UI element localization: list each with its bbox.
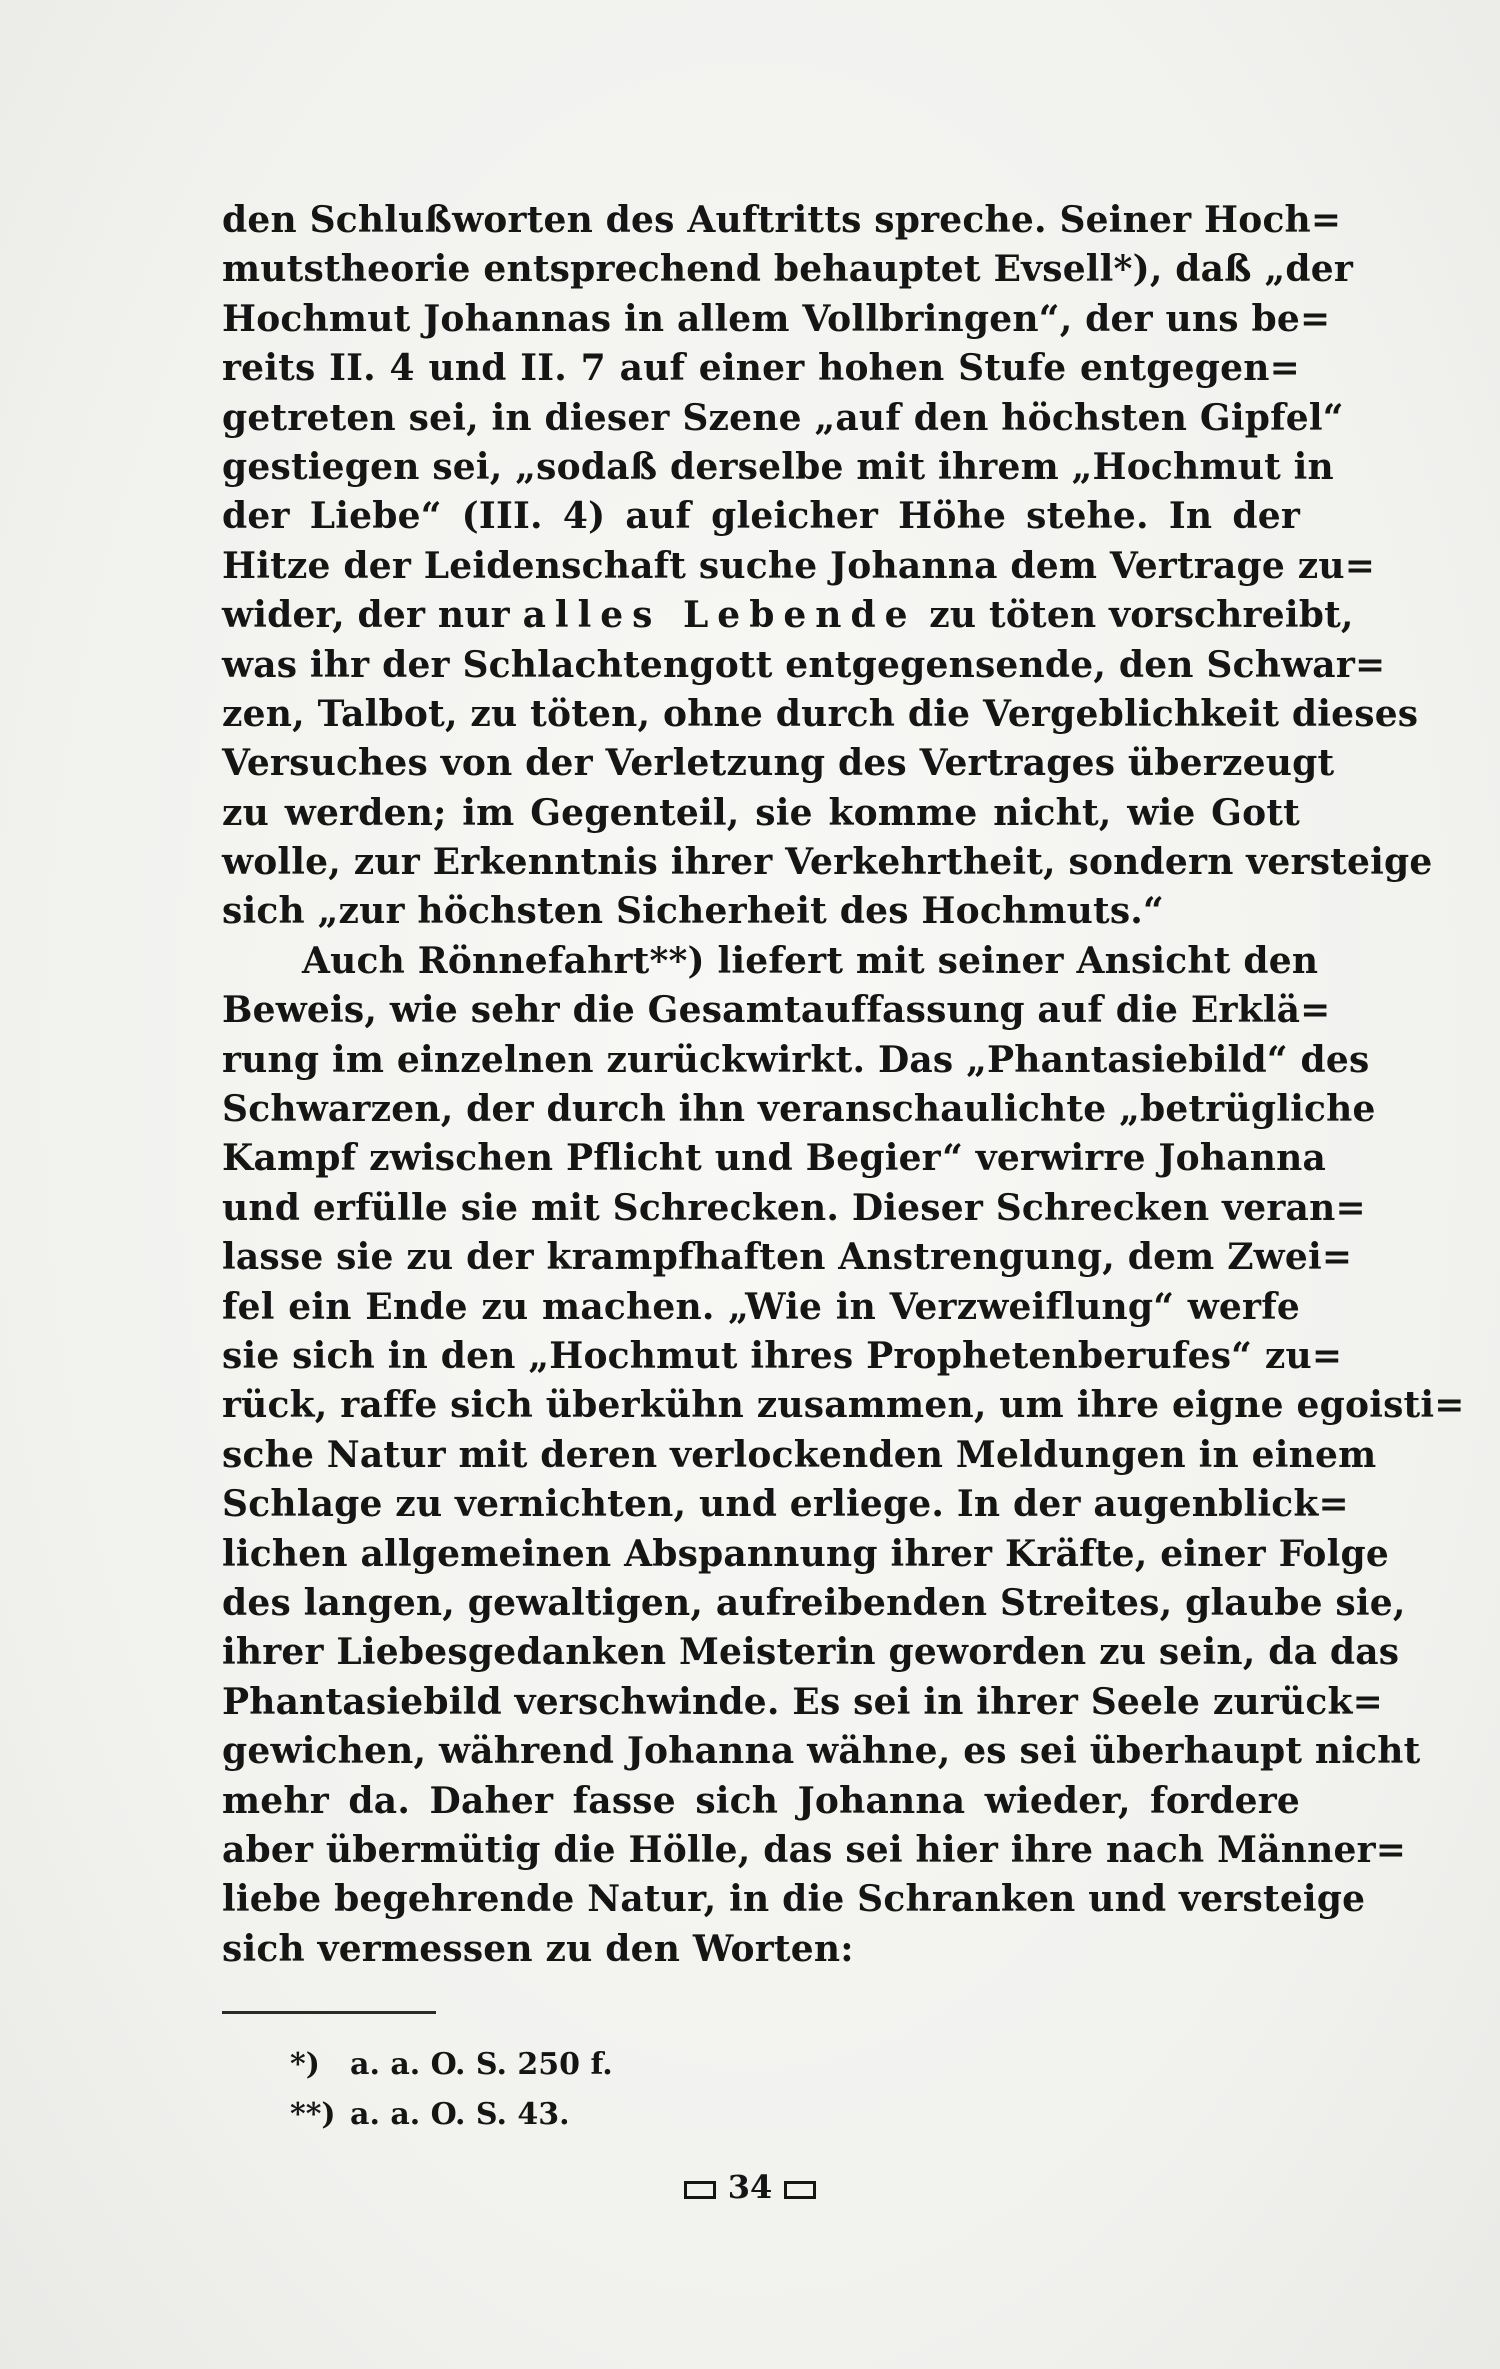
text-line: Versuches von der Verletzung des Vertrages überzeugt [222, 742, 1335, 785]
text-line: reits II. 4 und II. 7 auf einer hohen Stufe entgegen= [222, 347, 1300, 390]
text-segment: wider, der nur [222, 594, 523, 637]
footnote-mark: *) [290, 2047, 320, 2082]
footnote [290, 2090, 613, 2140]
page-number-footer [0, 2168, 1500, 2206]
text-line: der Liebe“ (III. 4) auf gleicher Höhe stehe. In der [222, 495, 1300, 538]
text-line: wolle, zur Erkenntnis ihrer Verkehrtheit, sondern versteige [222, 841, 1433, 884]
text-line: Hitze der Leidenschaft suche Johanna dem Vertrage zu= [222, 544, 1376, 587]
text-line: Beweis, wie sehr die Gesamtauffassung auf die Erklä= [222, 989, 1331, 1032]
text-line: was ihr der Schlachtengott entgegensende, den Schwar= [222, 643, 1386, 686]
text-line: sie sich in den „Hochmut ihres Prophetenberufes“ zu= [222, 1334, 1343, 1377]
footnotes [290, 2040, 613, 2140]
text-line: Hochmut Johannas in allem Vollbringen“, der uns be= [222, 297, 1331, 340]
text-line: lasse sie zu der krampfhaften Anstrengung, dem Zwei= [222, 1236, 1353, 1279]
text-line: rück, raffe sich überkühn zusammen, um ihre eigne egoisti= [222, 1384, 1465, 1427]
text-line: sich „zur höchsten Sicherheit des Hochmuts.“ [222, 890, 1164, 933]
text-line: fel ein Ende zu machen. „Wie in Verzweiflung“ werfe [222, 1285, 1300, 1328]
text-line: lichen allgemeinen Abspannung ihrer Kräfte, einer Folge [222, 1532, 1389, 1575]
text-line: Schlage zu vernichten, und erliege. In der augenblick= [222, 1483, 1349, 1526]
footnote [290, 2040, 613, 2090]
footnote-mark: **) [290, 2097, 336, 2132]
footnote-text: a. a. O. S. 250 f. [350, 2047, 613, 2082]
text-line: den Schlußworten des Auftritts spreche. Seiner Hoch= [222, 199, 1342, 241]
spaced-emphasis: alles Lebende [522, 594, 917, 637]
text-line: mehr da. Daher fasse sich Johanna wieder, fordere [222, 1779, 1300, 1822]
text-line: liebe begehrende Natur, in die Schranken und versteige [222, 1878, 1366, 1921]
text-line: Kampf zwischen Pflicht und Begier“ verwirre Johanna [222, 1137, 1327, 1180]
footnote-text: a. a. O. S. 43. [350, 2097, 570, 2132]
text-line: Schwarzen, der durch ihn veranschaulichte „betrügliche [222, 1088, 1376, 1131]
text-line: zen, Talbot, zu töten, ohne durch die Vergeblichkeit dieses [222, 692, 1419, 735]
text-line: gewichen, während Johanna wähne, es sei überhaupt nicht [222, 1730, 1421, 1773]
footnote-divider [222, 2011, 436, 2014]
text-segment: zu töten vorschreibt, [916, 594, 1354, 637]
text-line: rung im einzelnen zurückwirkt. Das „Phantasiebild“ des [222, 1038, 1370, 1081]
text-line: getreten sei, in dieser Szene „auf den höchsten Gipfel“ [222, 396, 1344, 439]
paragraph-start-line: Auch Rönnefahrt**) liefert mit seiner Ansicht den [302, 939, 1319, 982]
text-line: ihrer Liebesgedanken Meisterin geworden zu sein, da das [222, 1631, 1400, 1674]
text-line: aber übermütig die Hölle, das sei hier ihre nach Männer= [222, 1828, 1407, 1871]
body-text [222, 196, 1465, 1974]
text-line-spaced-emphasis [222, 591, 1354, 640]
text-line: gestiegen sei, „sodaß derselbe mit ihrem „Hochmut in [222, 445, 1334, 488]
text-line: mutstheorie entsprechend behauptet Evsell*), daß „der [222, 248, 1354, 291]
ornament-box-icon [784, 2181, 816, 2199]
text-line: und erfülle sie mit Schrecken. Dieser Schrecken veran= [222, 1186, 1366, 1229]
text-line: Phantasiebild verschwinde. Es sei in ihrer Seele zurück= [222, 1680, 1384, 1723]
text-line: sich vermessen zu den Worten: [222, 1927, 854, 1970]
text-line: des langen, gewaltigen, aufreibenden Streites, glaube sie, [222, 1581, 1406, 1624]
page-number: 34 [727, 2168, 773, 2206]
text-line: sche Natur mit deren verlockenden Meldungen in einem [222, 1433, 1377, 1476]
ornament-box-icon [684, 2181, 716, 2199]
text-line: zu werden; im Gegenteil, sie komme nicht, wie Gott [222, 791, 1300, 834]
